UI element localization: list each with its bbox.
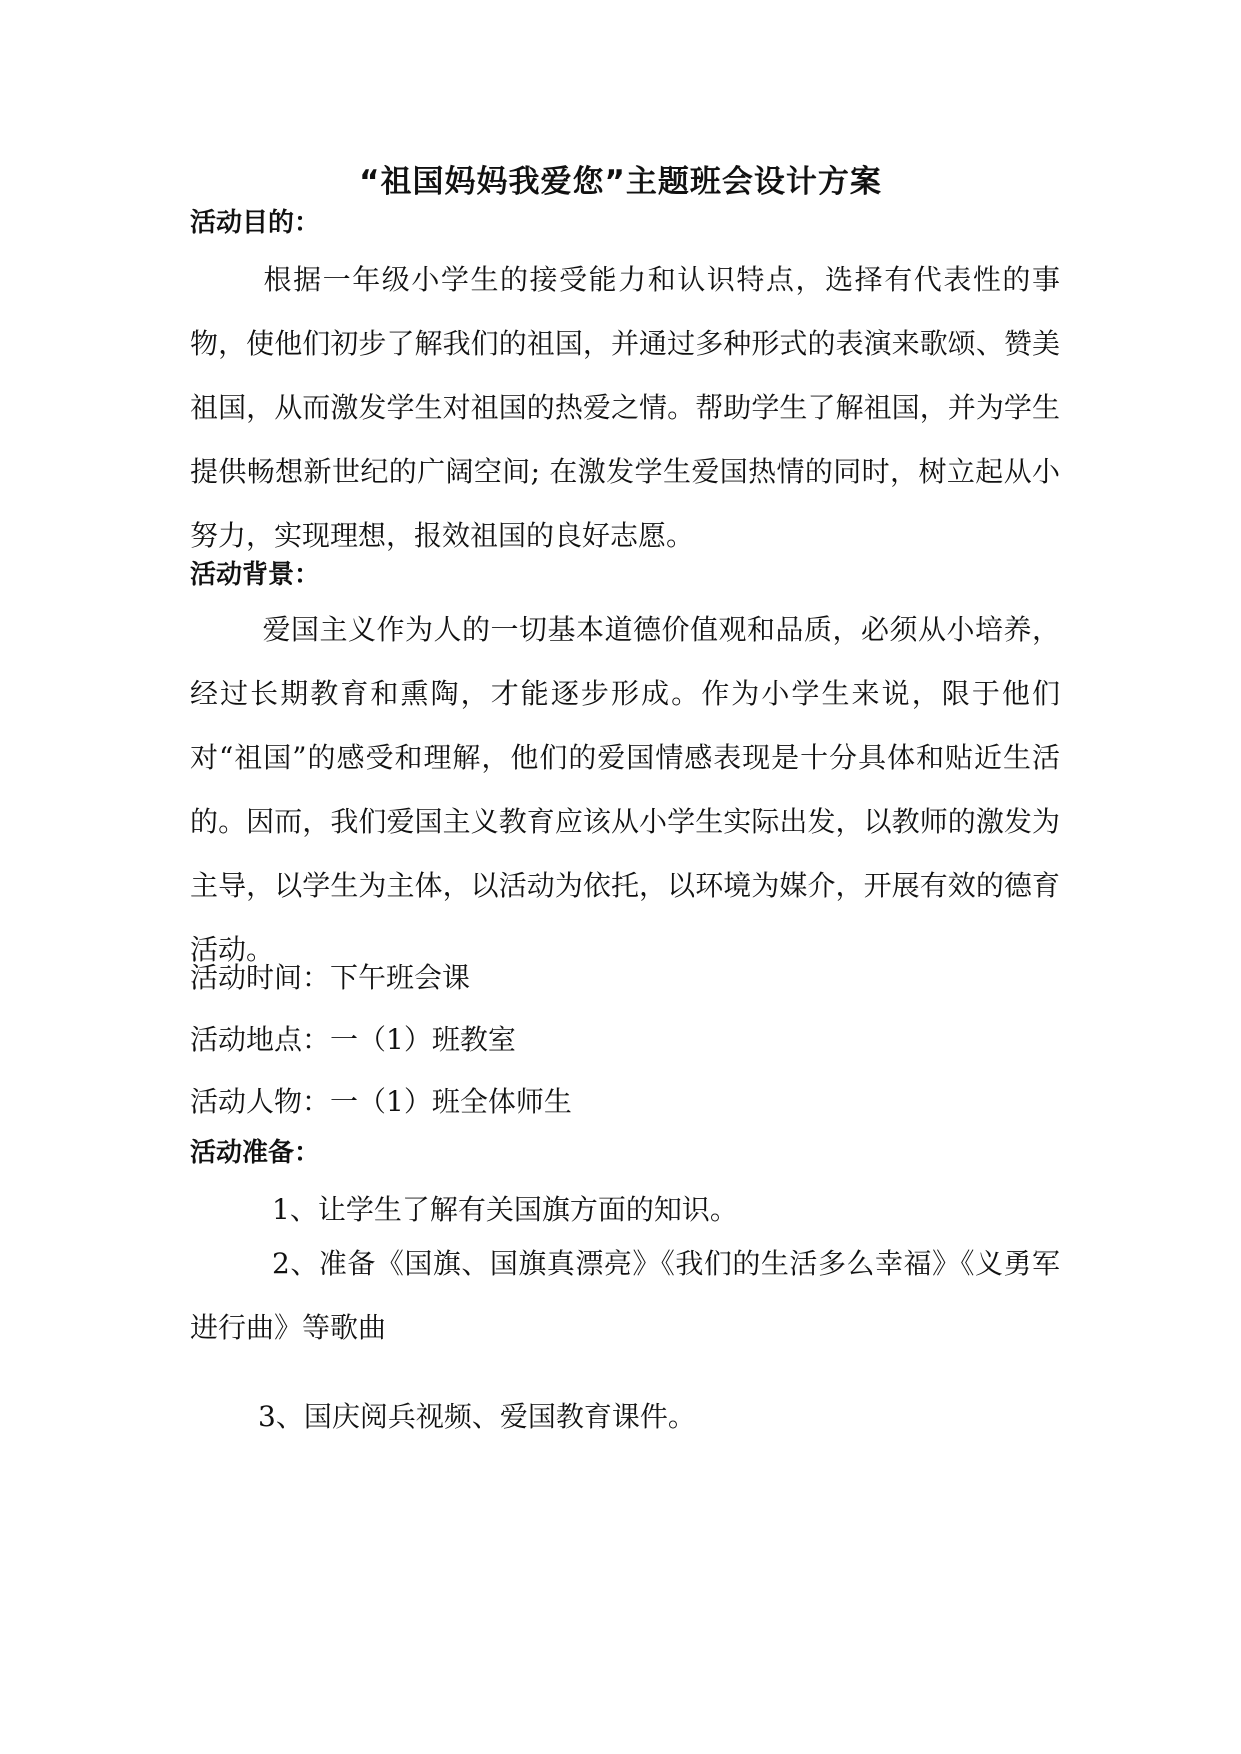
- preparation-item: [190, 1232, 1060, 1360]
- purpose-text: 根据一年级小学生的接受能力和认识特点，选择有代表性的事物，使他们初步了解我们的祖国，并通过多种形式的表演来歌颂、赞美祖国，从而激发学生对祖国的热爱之情。帮助学生了解祖国，并为学生提供畅想新世纪的广阔空间; 在激发学生爱国热情的同时，树立起从小努力，实现理想，报效祖国的良好志愿。: [190, 263, 1060, 552]
- activity-time: 活动时间：下午班会课: [190, 961, 471, 994]
- preparation-item: 1、让学生了解有关国旗方面的知识。: [272, 1193, 738, 1226]
- purpose-paragraph: [190, 248, 1060, 568]
- preparation-item-text: 2、准备《国旗、国旗真漂亮》《我们的生活多么幸福》《义勇军进行曲》等歌曲: [190, 1247, 1060, 1344]
- preparation-item: 3、国庆阅兵视频、爱国教育课件。: [258, 1400, 696, 1433]
- background-paragraph: [190, 598, 1060, 982]
- activity-place: 活动地点：一（1）班教室: [190, 1023, 516, 1056]
- preparation-heading: 活动准备：: [190, 1138, 321, 1168]
- background-text: 爱国主义作为人的一切基本道德价值观和品质，必须从小培养，经过长期教育和熏陶，才能逐步形成。作为小学生来说，限于他们对“祖国”的感受和理解，他们的爱国情感表现是十分具体和贴近生活的。因而，我们爱国主义教育应该从小学生实际出发，以教师的激发为主导，以学生为主体，以活动为依托，以环境为媒介，开展有效的德育活动。: [190, 613, 1060, 966]
- background-heading: 活动背景：: [190, 560, 321, 590]
- purpose-heading: 活动目的：: [190, 208, 321, 238]
- activity-people: 活动人物：一（1）班全体师生: [190, 1085, 572, 1118]
- document-title: “祖国妈妈我爱您”主题班会设计方案: [359, 164, 882, 200]
